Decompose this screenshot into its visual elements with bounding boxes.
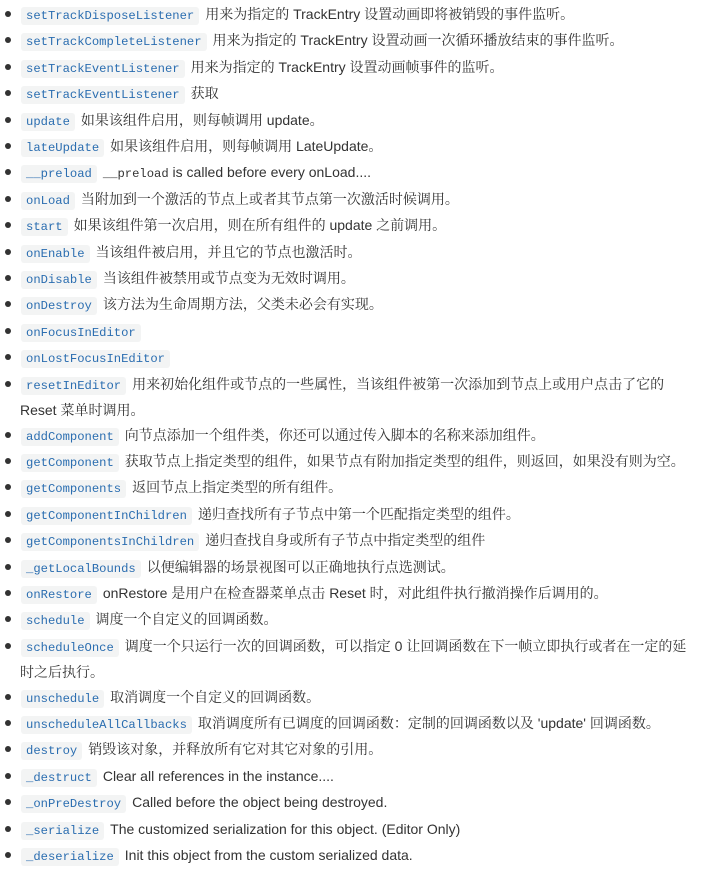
bullet-icon [5, 222, 11, 228]
api-method-name: onRestore [21, 586, 97, 604]
list-item [0, 266, 720, 292]
list-item [0, 28, 720, 54]
bullet-icon [5, 537, 11, 543]
list-item [0, 187, 720, 213]
api-method-description: 获取节点上指定类型的组件，如果节点有附加指定类型的组件，则返回，如果没有则为空。 [124, 452, 685, 469]
api-method-description: 当该组件被禁用或节点变为无效时调用。 [102, 270, 355, 287]
bullet-icon [5, 746, 11, 752]
api-method-name: __preload [21, 165, 97, 183]
api-method-name: onDestroy [21, 297, 97, 315]
api-method-name: addComponent [21, 428, 119, 446]
list-item [0, 607, 720, 633]
bullet-icon [5, 249, 11, 255]
list-item [0, 685, 720, 711]
api-method-description: 如果该组件启用，则每帧调用 update。 [80, 111, 324, 128]
api-method-description: 递归查找自身或所有子节点中指定类型的组件 [205, 532, 486, 549]
api-method-name: _serialize [21, 822, 104, 840]
api-method-description: 调度一个自定义的回调函数。 [95, 611, 278, 628]
list-item [0, 292, 720, 318]
bullet-icon [5, 90, 11, 96]
bullet-icon [5, 196, 11, 202]
bullet-icon [5, 826, 11, 832]
api-method-description-text: is called before every onLoad.... [168, 164, 371, 181]
list-item [0, 502, 720, 528]
api-method-name: resetInEditor [21, 377, 126, 395]
list-item [0, 711, 720, 737]
api-method-description: 以便编辑器的场景视图可以正确地执行点选测试。 [146, 558, 455, 575]
bullet-icon [5, 432, 11, 438]
list-item [0, 134, 720, 160]
bullet-icon [5, 11, 11, 17]
api-method-description: Called before the object being destroyed. [132, 794, 388, 811]
bullet-icon [5, 328, 11, 334]
api-method-name: _destruct [21, 769, 97, 787]
bullet-icon [5, 590, 11, 596]
list-item [0, 764, 720, 790]
list-item [0, 555, 720, 581]
list-item [0, 737, 720, 763]
list-item [0, 81, 720, 107]
api-method-name: getComponents [21, 480, 126, 498]
bullet-icon [5, 720, 11, 726]
list-item [0, 581, 720, 607]
api-method-name: unschedule [21, 690, 104, 708]
bullet-icon [5, 381, 11, 387]
api-method-name: _onPreDestroy [21, 795, 126, 813]
list-item [0, 790, 720, 816]
list-item [0, 240, 720, 266]
api-method-description: 调度一个只运行一次的回调函数，可以指定 0 让回调函数在下一帧立即执行或者在一定的延时之后执行。 [20, 637, 687, 681]
api-method-description: 用来为指定的 TrackEntry 设置动画一次循环播放结束的事件监听。 [212, 32, 624, 49]
bullet-icon [5, 301, 11, 307]
api-method-description: 如果该组件第一次启用，则在所有组件的 update 之前调用。 [73, 217, 447, 234]
list-item [0, 843, 720, 869]
api-method-name: getComponent [21, 454, 119, 472]
list-item [0, 372, 720, 423]
api-method-description: 返回节点上指定类型的所有组件。 [132, 479, 343, 496]
bullet-icon [5, 511, 11, 517]
bullet-icon [5, 616, 11, 622]
api-method-description: The customized serialization for this object. (Editor Only) [110, 820, 461, 837]
bullet-icon [5, 169, 11, 175]
bullet-icon [5, 117, 11, 123]
api-method-name: destroy [21, 742, 82, 760]
api-method-name: unscheduleAllCallbacks [21, 716, 192, 734]
api-method-name: setTrackCompleteListener [21, 33, 207, 51]
bullet-icon [5, 354, 11, 360]
bullet-icon [5, 64, 11, 70]
api-method-name: schedule [21, 612, 90, 630]
api-method-name: getComponentsInChildren [21, 533, 199, 551]
api-method-description: 当该组件被启用，并且它的节点也激活时。 [95, 243, 362, 260]
api-method-description: 取消调度一个自定义的回调函数。 [110, 688, 321, 705]
api-method-name: scheduleOnce [21, 639, 119, 657]
list-item [0, 160, 720, 186]
api-method-description: 当附加到一个激活的节点上或者其节点第一次激活时候调用。 [80, 190, 459, 207]
api-method-name: onEnable [21, 245, 90, 263]
bullet-icon [5, 773, 11, 779]
api-method-description: 如果该组件启用，则每帧调用 LateUpdate。 [110, 138, 383, 155]
bullet-icon [5, 564, 11, 570]
bullet-icon [5, 484, 11, 490]
api-method-name: _deserialize [21, 848, 119, 866]
api-method-name: onFocusInEditor [21, 324, 141, 342]
api-method-description: 取消调度所有已调度的回调函数：定制的回调函数以及 'update' 回调函数。 [197, 714, 660, 731]
api-method-description: 向节点添加一个组件类，你还可以通过传入脚本的名称来添加组件。 [124, 426, 545, 443]
list-item [0, 108, 720, 134]
api-method-description: 获取 [190, 85, 219, 102]
bullet-icon [5, 143, 11, 149]
list-item [0, 475, 720, 501]
api-method-name: setTrackEventListener [21, 86, 185, 104]
api-method-description: 用来初始化组件或节点的一些属性，当该组件被第一次添加到节点上或用户点击了它的 Reset 菜单时调用。 [20, 375, 665, 419]
list-item [0, 345, 720, 371]
api-method-name: _getLocalBounds [21, 560, 141, 578]
list-item [0, 528, 720, 554]
api-method-description [103, 164, 371, 180]
list-item [0, 213, 720, 239]
bullet-icon [5, 275, 11, 281]
api-method-name: update [21, 113, 75, 131]
bullet-icon [5, 643, 11, 649]
bullet-icon [5, 458, 11, 464]
api-method-description: Init this object from the custom serialized data. [124, 847, 413, 863]
api-method-description: Clear all references in the instance.... [102, 767, 334, 784]
list-item [0, 55, 720, 81]
api-method-description-code: __preload [102, 167, 169, 182]
api-method-description: 用来为指定的 TrackEntry 设置动画即将被销毁的事件监听。 [205, 6, 575, 22]
api-method-name: onLoad [21, 192, 75, 210]
api-method-name: getComponentInChildren [21, 507, 192, 525]
list-item [0, 634, 720, 685]
bullet-icon [5, 694, 11, 700]
api-method-description: 该方法为生命周期方法，父类未必会有实现。 [102, 296, 383, 313]
list-item [0, 449, 720, 475]
bullet-icon [5, 799, 11, 805]
list-item [0, 2, 720, 28]
list-item [0, 319, 720, 345]
api-method-name: lateUpdate [21, 139, 104, 157]
api-method-name: setTrackEventListener [21, 60, 185, 78]
api-method-description: 销毁该对象，并释放所有它对其它对象的引用。 [88, 741, 383, 758]
api-method-name: onLostFocusInEditor [21, 350, 170, 368]
api-method-name: setTrackDisposeListener [21, 7, 199, 25]
api-method-name: start [21, 218, 68, 236]
bullet-icon [5, 37, 11, 43]
api-method-description: 用来为指定的 TrackEntry 设置动画帧事件的监听。 [190, 58, 504, 75]
list-item [0, 423, 720, 449]
api-method-description: 递归查找所有子节点中第一个匹配指定类型的组件。 [197, 505, 520, 522]
api-method-name: onDisable [21, 271, 97, 289]
bullet-icon [5, 852, 11, 858]
api-method-description: onRestore 是用户在检查器菜单点击 Reset 时，对此组件执行撤消操作后调用的。 [102, 584, 608, 601]
